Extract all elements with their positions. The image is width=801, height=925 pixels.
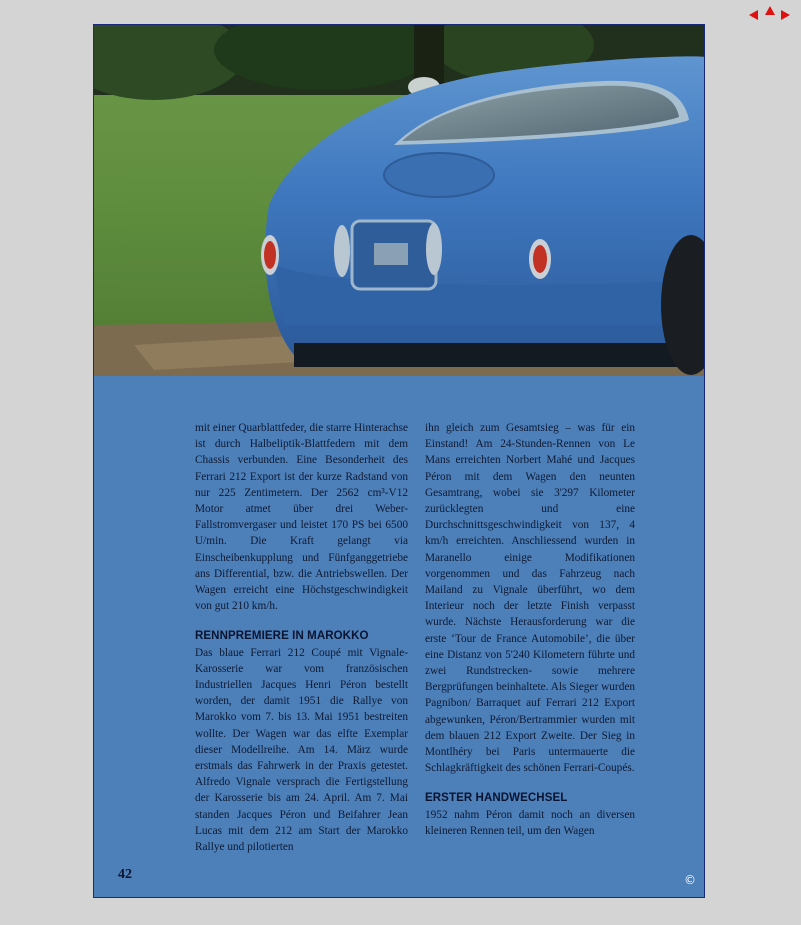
section-heading: ERSTER HANDWECHSEL <box>425 792 568 805</box>
arrow-up-icon[interactable] <box>765 6 775 15</box>
arrow-right-icon[interactable] <box>781 10 790 20</box>
paragraph: 1952 nahm Péron damit noch an diversen kleineren Rennen teil, um den Wagen <box>425 808 635 837</box>
magazine-page <box>93 24 705 898</box>
text-column-right <box>425 420 635 839</box>
car-photo <box>94 25 705 376</box>
paragraph: mit einer Quarblattfeder, die starre Hinterachse ist durch Halbeliptik-Blattfedern mit dem Chassis verbunden. Eine Besonderheit des Ferrari 212 Export ist der kurze Radstand von nur 225 Zentimetern. Der 2562 cm³-V12 Motor atmet über drei Weber-Fallstromvergaser und leistet 170 PS bei 6500 U/min. Die Kraft gelangt via Einscheibenkupplung und Fünfganggetriebe ans Differential, bzw. die Antriebswellen. Der Wagen erreicht eine Höchstgeschwindigkeit von gut 210 km/h. <box>195 422 408 613</box>
paragraph: Das blaue Ferrari 212 Coupé mit Vignale-Karosserie war vom französischen Industriellen Jacques Henri Péron bestellt worden, der damit 1951 die Rallye von Marokko vom 7. bis 13. Mai 1951 bestreiten wollte. Der Wagen war das elfte Exemplar dieser Modellreihe. Am 14. März wurde erstmals das Fahrwerk in der Praxis getestet. Alfredo Vignale versprach die Fertigstellung der Karosserie bis am 24. April. Am 7. Mai standen Jacques Péron und Beifahrer Jean Lucas mit dem 212 am Start der Marokko Rallye und pilotierten <box>195 646 408 854</box>
section-heading: RENNPREMIERE IN MAROKKO <box>195 630 369 643</box>
paragraph: ihn gleich zum Gesamtsieg – was für ein Einstand! Am 24-Stunden-Rennen von Le Mans erreichten Norbert Mahé und Jacques Péron mit dem Wagen den neunten Gesamtrang, wobei sie 3'297 Kilometer zurücklegten und eine Durchschnittsgeschwindigkeit von 137, 4 km/h erreichten. Anschliessend wurden in Maranello einige Modifikationen vorgenommen und das Fahrzeug nach Mailand zu Vignale überführt, wo dem Interieur noch der letzte Finish verpasst wurde. Nächste Herausforderung war die erste ‘Tour de France Automobile’, die über eine Distanz von 5'240 Kilometern führte und zwei Rundstrecken- sowie mehrere Bergprüfungen beinhaltete. Als Sieger wurden Pagnibon/ Barraquet auf Ferrari 212 Export abgewunken, Péron/Bertrammier wurden mit dem blauen 212 Export Zweite. Der Sieg in Montlhéry bei Paris untermauerte die Schlagkräftigkeit des schönen Ferrari-Coupés. <box>425 422 635 775</box>
copyright-icon: © <box>684 873 696 887</box>
text-column-left <box>195 420 408 855</box>
page-number: 42 <box>118 867 132 882</box>
page-navigation <box>749 6 791 24</box>
arrow-left-icon[interactable] <box>749 10 758 20</box>
